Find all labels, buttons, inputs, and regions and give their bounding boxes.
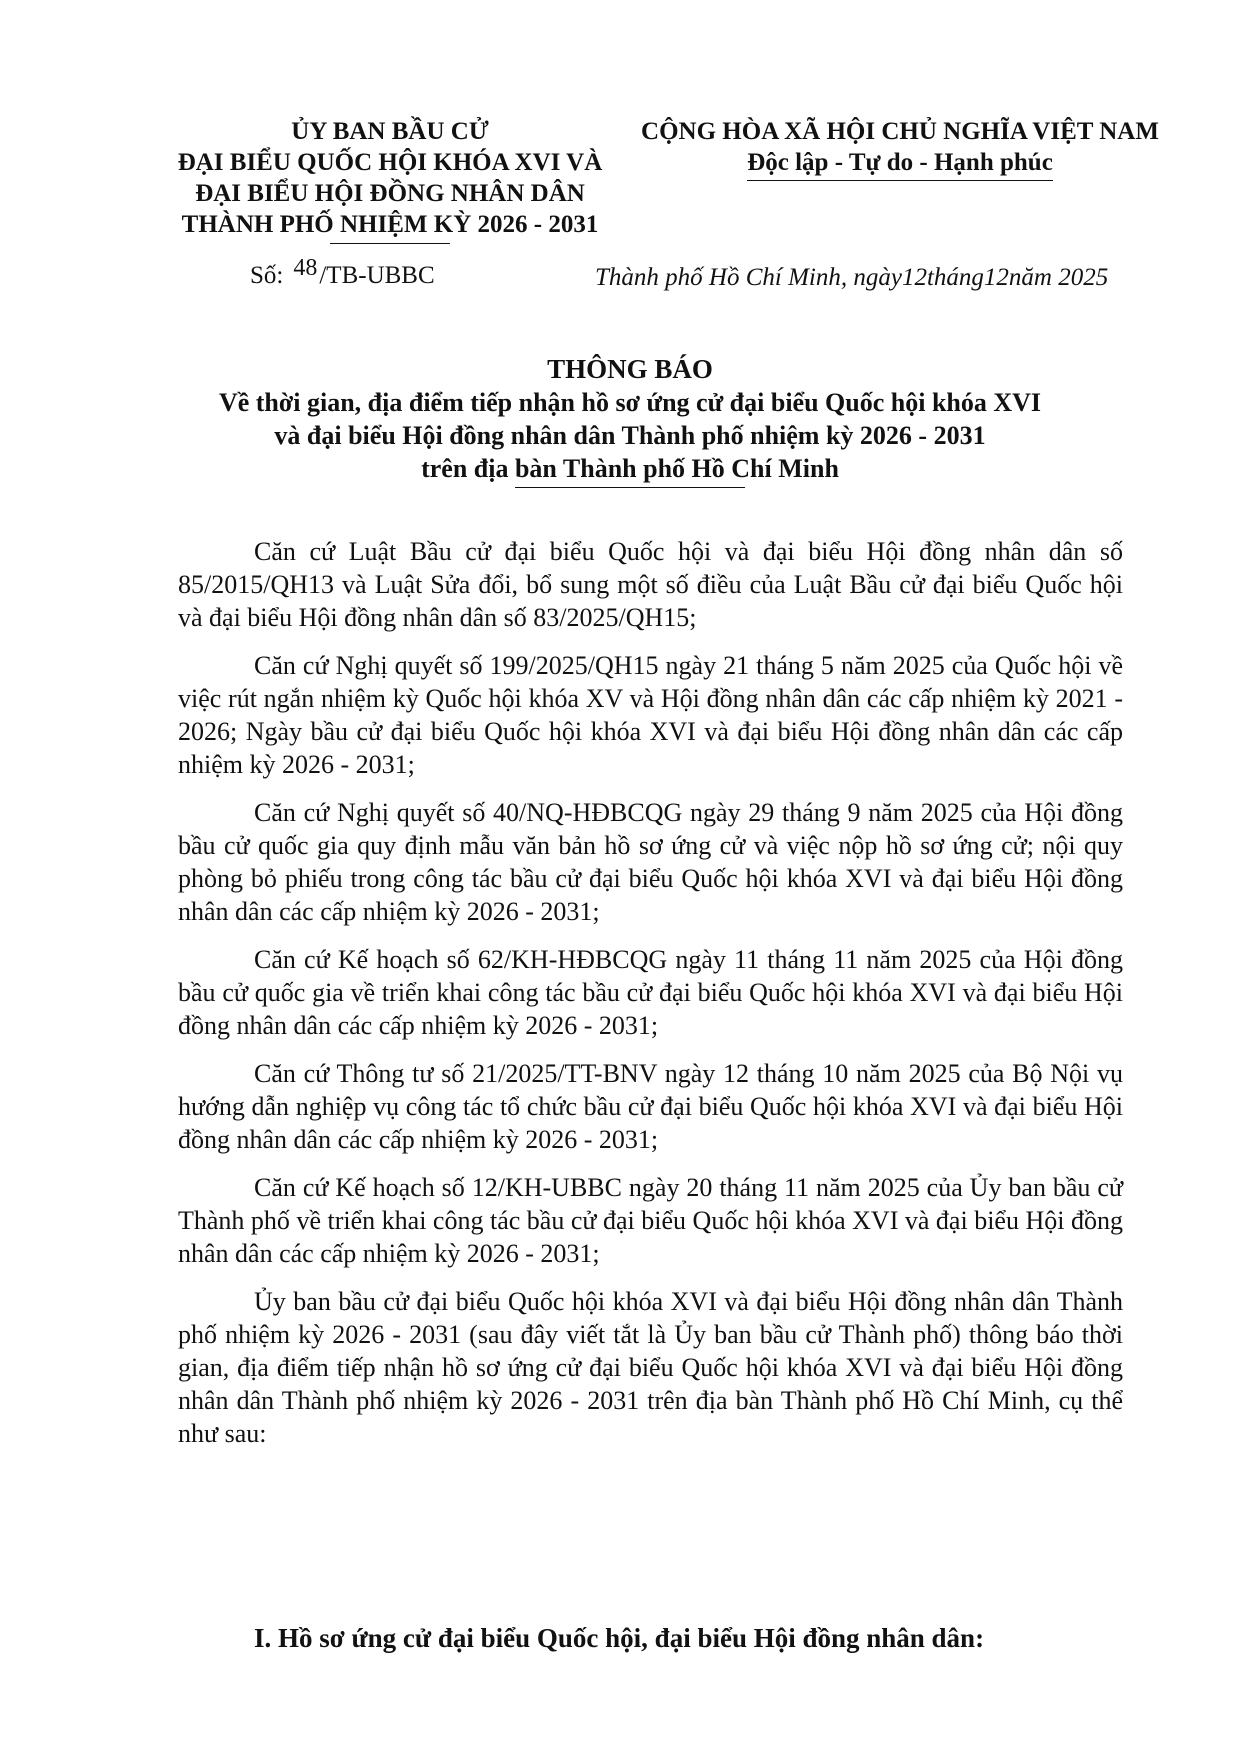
title-subline: Về thời gian, địa điểm tiếp nhận hồ sơ ứng cử đại biểu Quốc hội khóa XVI [218, 388, 1042, 417]
paragraph: Căn cứ Kế hoạch số 12/KH-UBBC ngày 20 tháng 11 năm 2025 của Ủy ban bầu cử Thành phố về triển khai công tác bầu cử đại biểu Quốc hội khóa XVI và đại biểu Hội đồng nhân dân các cấp nhiệm kỳ 2026 - 2031; [178, 1173, 1123, 1268]
paragraph: Căn cứ Kế hoạch số 62/KH-HĐBCQG ngày 11 tháng 11 năm 2025 của Hội đồng bầu cử quốc gia về triển khai công tác bầu cử đại biểu Quốc hội khóa XVI và đại biểu Hội đồng nhân dân các cấp nhiệm kỳ 2026 - 2031; [178, 945, 1123, 1040]
authority-underline [330, 243, 450, 244]
issuing-authority [140, 116, 640, 244]
authority-line: ĐẠI BIỂU QUỐC HỘI KHÓA XVI VÀ [177, 149, 603, 176]
document-body [178, 535, 1123, 1465]
authority-line: ĐẠI BIỂU HỘI ĐỒNG NHÂN DÂN [195, 180, 585, 207]
paragraph: Căn cứ Nghị quyết số 199/2025/QH15 ngày 21 tháng 5 năm 2025 của Quốc hội về việc rút ngắn nhiệm kỳ Quốc hội khóa XV và Hội đồng nhân dân các cấp nhiệm kỳ 2021 - 2026; Ngày bầu cử đại biểu Quốc hội khóa XVI và đại biểu Hội đồng nhân dân các cấp nhiệm kỳ 2026 - 2031; [178, 651, 1123, 779]
place-date: Thành phố Hồ Chí Minh, ngày12tháng12năm 2025 [595, 264, 1109, 291]
motto-text: Độc lập - Tự do - Hạnh phúc [747, 147, 1053, 181]
title-subline: trên địa bàn Thành phố Hồ Chí Minh [421, 454, 839, 483]
paragraph: Căn cứ Thông tư số 21/2025/TT-BNV ngày 12 tháng 10 năm 2025 của Bộ Nội vụ hướng dẫn nghiệp vụ công tác tổ chức bầu cử đại biểu Quốc hội khóa XVI và đại biểu Hội đồng nhân dân các cấp nhiệm kỳ 2026 - 2031; [178, 1059, 1123, 1154]
paragraph: Ủy ban bầu cử đại biểu Quốc hội khóa XVI và đại biểu Hội đồng nhân dân Thành phố nhiệm kỳ 2026 - 2031 (sau đây viết tắt là Ủy ban bầu cử Thành phố) thông báo thời gian, địa điểm tiếp nhận hồ sơ ứng cử đại biểu Quốc hội khóa XVI và đại biểu Hội đồng nhân dân Thành phố nhiệm kỳ 2026 - 2031 trên địa bàn Thành phố Hồ Chí Minh, cụ thể như sau: [178, 1287, 1123, 1448]
number-suffix: /TB-UBBC [319, 262, 435, 289]
title-underline [515, 487, 745, 488]
title-main: THÔNG BÁO [547, 354, 713, 384]
number-value: 48 [293, 255, 318, 281]
section-heading: I. Hồ sơ ứng cử đại biểu Quốc hội, đại biểu Hội đồng nhân dân: [254, 1623, 985, 1653]
authority-line: ỦY BAN BẦU CỬ [291, 118, 489, 145]
national-motto [620, 116, 1180, 181]
document-title [150, 353, 1110, 488]
paragraph: Căn cứ Nghị quyết số 40/NQ-HĐBCQG ngày 29 tháng 9 năm 2025 của Hội đồng bầu cử quốc gia quy định mẫu văn bản hồ sơ ứng cử và việc nộp hồ sơ ứng cử; nội quy phòng bỏ phiếu trong công tác bầu cử đại biểu Quốc hội khóa XVI và đại biểu Hội đồng nhân dân các cấp nhiệm kỳ 2026 - 2031; [178, 798, 1123, 926]
number-prefix: Số: [250, 262, 284, 289]
country-name: CỘNG HÒA XÃ HỘI CHỦ NGHĨA VIỆT NAM [641, 118, 1159, 145]
title-subline: và đại biểu Hội đồng nhân dân Thành phố nhiệm kỳ 2026 - 2031 [274, 421, 986, 450]
document-number [250, 255, 435, 290]
authority-line: THÀNH PHỐ NHIỆM KỲ 2026 - 2031 [181, 211, 599, 238]
paragraph: Căn cứ Luật Bầu cử đại biểu Quốc hội và đại biểu Hội đồng nhân dân số 85/2015/QH13 và Luật Sửa đổi, bổ sung một số điều của Luật Bầu cử đại biểu Quốc hội và đại biểu Hội đồng nhân dân số 83/2025/QH15; [178, 537, 1123, 632]
